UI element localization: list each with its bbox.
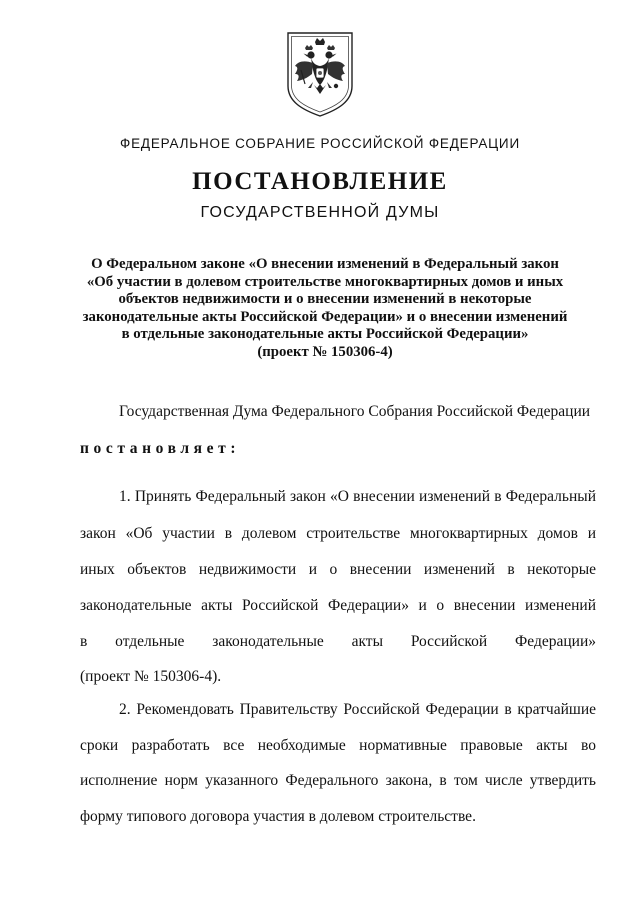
item-2-line: 2. Рекомендовать Правительству Российской Федерации в кратчайшие (119, 701, 596, 718)
item-2-line: форму типового договора участия в долевом строительстве. (80, 808, 476, 825)
item-2-line: сроки разработать все необходимые нормативные правовые акты во (80, 737, 596, 754)
document-title: ПОСТАНОВЛЕНИЕ (192, 168, 448, 195)
resolution-subject (70, 256, 580, 362)
bill-number: (проект № 150306-4) (257, 343, 393, 360)
subject-line: О Федеральном законе «О внесении изменений в Федеральный закон (91, 256, 559, 272)
item-1-line: закон «Об участии в долевом строительстве многоквартирных домов и (80, 525, 596, 542)
russian-coat-of-arms-icon (285, 30, 355, 118)
subject-line: объектов недвижимости и о внесении изменений в некоторые (118, 291, 532, 308)
item-1-line: в отдельные законодательные акты Российской Федерации» (80, 633, 596, 650)
item-1-line: 1. Принять Федеральный закон «О внесении изменений в Федеральный (119, 488, 596, 505)
subject-line: в отдельные законодательные акты Российской Федерации» (121, 326, 529, 343)
item-2-line: исполнение норм указанного Федерального закона, в том числе утвердить (80, 772, 596, 789)
resolves-word: постановляет: (80, 440, 241, 457)
subject-line: «Об участии в долевом строительстве многоквартирных домов и иных (86, 273, 564, 290)
preamble-text: Государственная Дума Федерального Собрания Российской Федерации (119, 403, 591, 420)
document-subtitle: ГОСУДАРСТВЕННОЙ ДУМЫ (200, 204, 440, 221)
item-1-line: (проект № 150306-4). (80, 668, 222, 685)
item-1-line: законодательные акты Российской Федерации» и о внесении изменений (80, 597, 596, 614)
organization-heading: ФЕДЕРАЛЬНОЕ СОБРАНИЕ РОССИЙСКОЙ ФЕДЕРАЦИИ (120, 136, 520, 151)
item-1-line: иных объектов недвижимости и о внесении изменений в некоторые (80, 561, 596, 578)
subject-line: законодательные акты Российской Федерации» и о внесении изменений (82, 308, 568, 325)
